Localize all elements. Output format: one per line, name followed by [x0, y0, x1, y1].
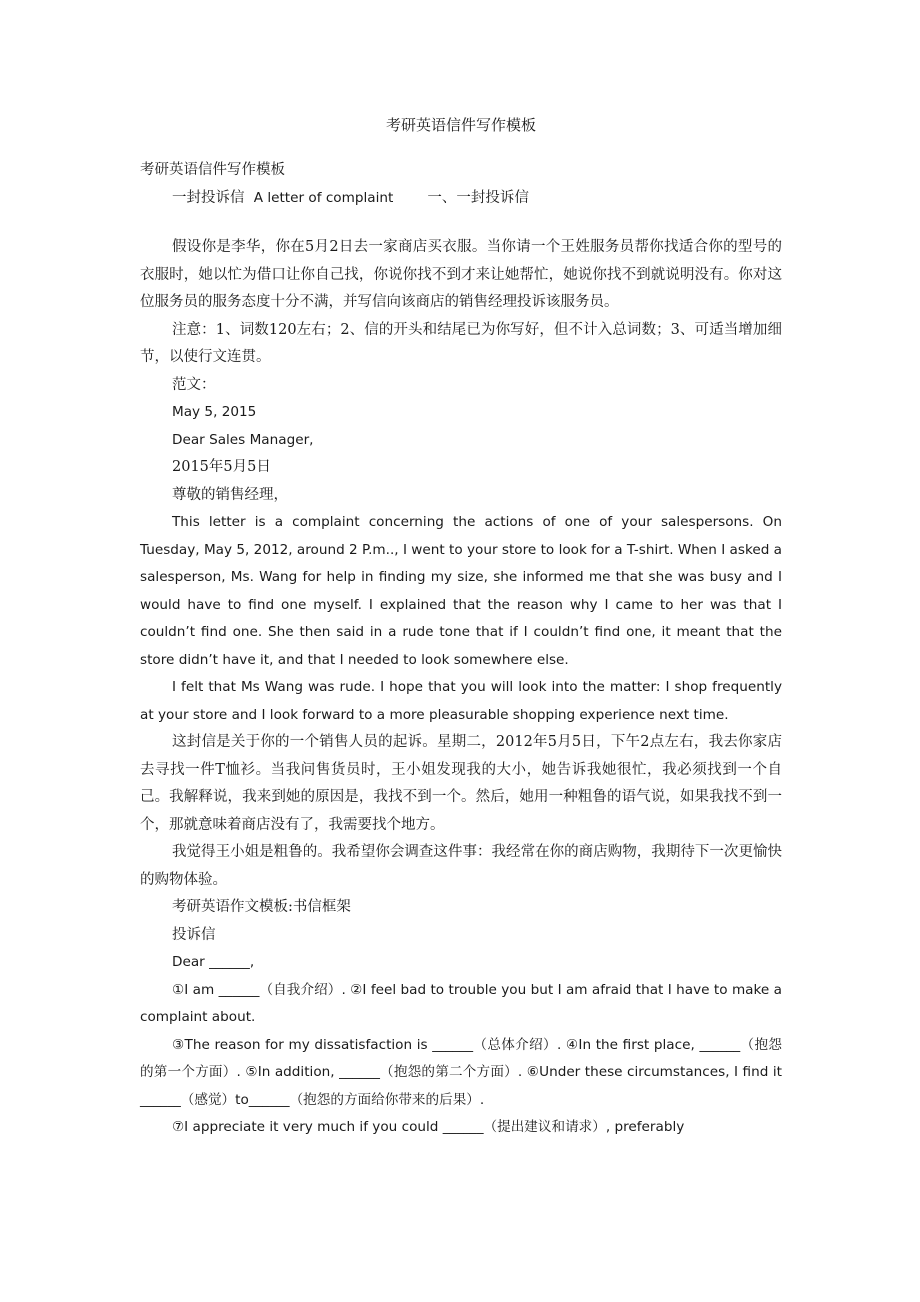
document-content [140, 114, 782, 1142]
page-title: 考研英语信件写作模板 [385, 116, 536, 134]
subtitle: 考研英语信件写作模板 [140, 162, 285, 178]
letter-salutation-cn: 尊敬的销售经理， [172, 486, 288, 503]
template-type: 投诉信 [172, 926, 216, 943]
letter-salutation-en: Dear Sales Manager, [172, 431, 314, 448]
letter-date-en: May 5, 2015 [172, 404, 257, 420]
letter-body-cn-2: 我觉得王小姐是粗鲁的。我希望你会调查这件事：我经常在你的商店购物，我期待下一次更愉快的购物体验。 [140, 844, 782, 888]
template-line-2: ③The reason for my dissatisfaction is ______（总体介绍）. ④In the first place, ______（抱怨的第一个方面）. ⑤In addition, ______（抱怨的第二个方面）. ⑥Under these circumstances, I find it ______（感觉）to______（抱怨的方面给你带来的后果）. [140, 1036, 782, 1108]
template-salutation: Dear ______, [172, 954, 255, 970]
section-heading-cn: 一封投诉信 [172, 189, 245, 206]
letter-body-en-1: This letter is a complaint concerning the actions of one of your salespersons. On Tuesday, May 5, 2012, around 2 P.m.., I went to your store to look for a T-shirt. When I asked a salesperson, Ms. Wang for help in finding my size, she informed me that she was busy and I would have to find one myself. I explained that the reason why I came to her was that I couldn’t find one. She then said in a rude tone that if I couldn’t find one, it meant that the store didn’t have it, and that I needed to look somewhere else. [140, 514, 782, 668]
letter-body-en-2: I felt that Ms Wang was rude. I hope that you will look into the matter: I shop frequently at your store and I look forward to a more pleasurable shopping experience next time. [140, 679, 782, 723]
section-heading [140, 185, 782, 213]
letter-date-cn: 2015年5月5日 [172, 459, 271, 475]
sample-label: 范文： [172, 376, 216, 393]
template-line-3: ⑦I appreciate it very much if you could ______（提出建议和请求）, preferably [172, 1119, 685, 1135]
prompt-paragraph: 假设你是李华，你在5月2日去一家商店买衣服。当你请一个王姓服务员帮你找适合你的型号的衣服时，她以忙为借口让你自己找，你说你找不到才来让她帮忙，她说你找不到就说明没有。你对这位服务员的服务态度十分不满，并写信向该商店的销售经理投诉该服务员。 [140, 239, 782, 310]
spacer [140, 212, 782, 234]
template-heading: 考研英语作文模板:书信框架 [172, 899, 351, 915]
note-paragraph: 注意：1、词数120左右；2、信的开头和结尾已为你写好，但不计入总词数；3、可适当增加细节，以使行文连贯。 [140, 321, 782, 365]
template-line-1: ①I am ______（自我介绍）. ②I feel bad to trouble you but I am afraid that I have to make a complaint about. [140, 981, 782, 1025]
section-heading-numbered: 一、一封投诉信 [427, 189, 529, 206]
letter-body-cn-1: 这封信是关于你的一个销售人员的起诉。星期二，2012年5月5日，下午2点左右，我去你家店去寻找一件T恤衫。当我问售货员时，王小姐发现我的大小，她告诉我她很忙，我必须找到一个自己。我解释说，我来到她的原因是，我找不到一个。然后，她用一种粗鲁的语气说，如果我找不到一个，那就意味着商店没有了，我需要找个地方。 [140, 734, 782, 833]
section-heading-en: A letter of complaint [253, 189, 394, 206]
